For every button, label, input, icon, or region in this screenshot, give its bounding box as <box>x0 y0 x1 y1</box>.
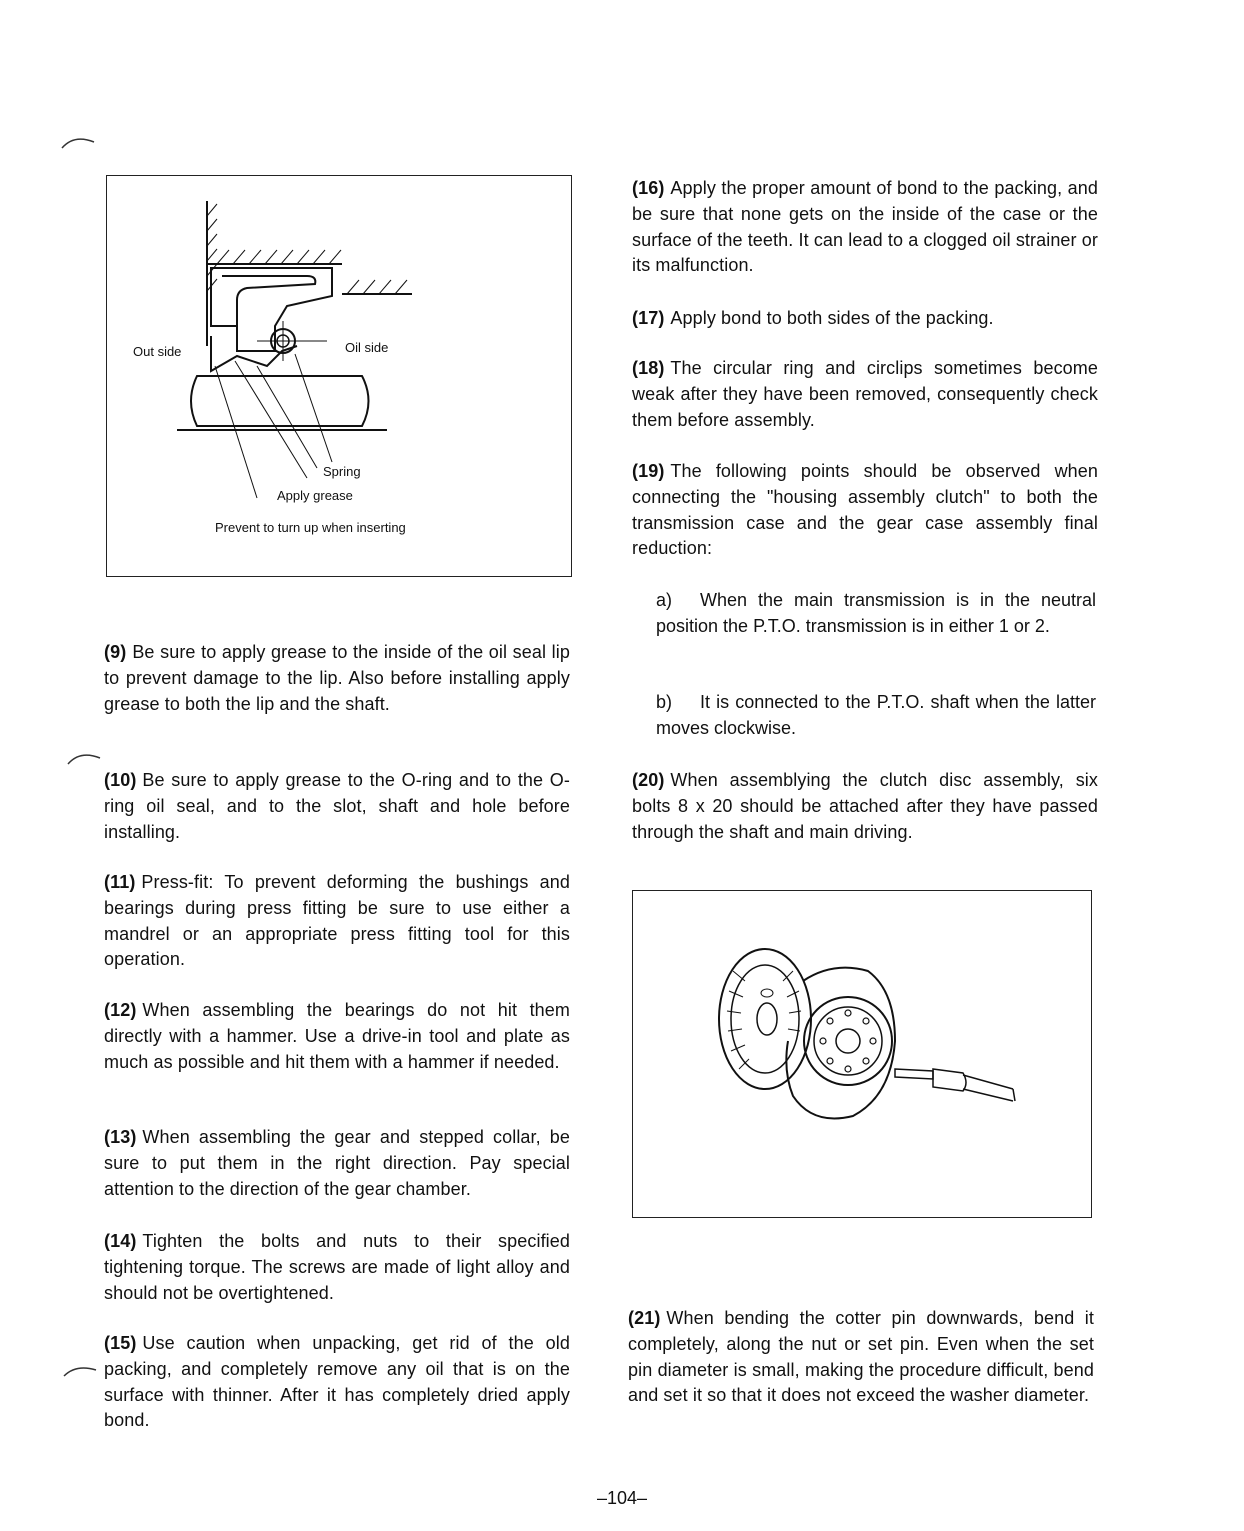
oil-seal-figure <box>106 175 572 577</box>
out-side-label: Out side <box>133 344 182 359</box>
apply-grease-label: Apply grease <box>277 488 353 503</box>
paragraph-15: (15) Use caution when unpacking, get rid of the old packing, and completely remove any oil that is on the surface with thinner. After it has completely dried apply bond. <box>104 1333 570 1431</box>
paragraph-12: (12) When assembling the bearings do not hit them directly with a hammer. Use a drive-in tool and plate as much as possible and hit them with a hammer if needed. <box>104 1000 570 1072</box>
paragraph-16: (16) Apply the proper amount of bond to the packing, and be sure that none gets on the inside of the case or the surface of the teeth. It can lead to a clogged oil strainer or its malfunction. <box>632 178 1098 276</box>
spring-label: Spring <box>323 464 361 479</box>
paragraph-9: (9) Be sure to apply grease to the inside of the oil seal lip to prevent damage to the lip. Also before installing apply grease to both the lip and the shaft. <box>104 642 570 714</box>
paragraph-17: (17) Apply bond to both sides of the packing. <box>632 308 994 328</box>
oil-side-label: Oil side <box>345 340 389 355</box>
paragraph-19: (19) The following points should be observed when connecting the "housing assembly clutch" to both the transmission case and the gear case assembly final reduction: <box>632 461 1098 559</box>
paragraph-18: (18) The circular ring and circlips sometimes become weak after they have been removed, consequently check them before assembly. <box>632 358 1098 430</box>
paragraph-20: (20) When assemblying the clutch disc assembly, six bolts 8 x 20 should be attached after they have passed through the shaft and main driving. <box>632 770 1098 842</box>
paragraph-10: (10) Be sure to apply grease to the O-ring and to the O-ring oil seal, and to the slot, shaft and hole before installing. <box>104 770 570 842</box>
prevent-label: Prevent to turn up when inserting <box>215 520 406 535</box>
scan-mark <box>60 132 100 152</box>
scan-mark <box>66 748 106 768</box>
paragraph-13: (13) When assembling the gear and stepped collar, be sure to put them in the right direction. Pay special attention to the direction of the gear chamber. <box>104 1127 570 1199</box>
clutch-diagram <box>633 891 1093 1219</box>
scan-mark <box>62 1362 102 1382</box>
sub-item-a: a) When the main transmission is in the neutral position the P.T.O. transmission is in either 1 or 2. <box>656 590 1096 636</box>
clutch-figure <box>632 890 1092 1218</box>
paragraph-11: (11) Press-fit: To prevent deforming the bushings and bearings during press fitting be sure to use either a mandrel or an appropriate press fitting tool for this operation. <box>104 872 570 970</box>
paragraph-21: (21) When bending the cotter pin downwards, bend it completely, along the nut or set pin. Even when the set pin diameter is small, making the procedure difficult, bend and set it so that it does not exceed the washer diameter. <box>628 1308 1094 1406</box>
sub-item-b: b) It is connected to the P.T.O. shaft when the latter moves clockwise. <box>656 692 1096 738</box>
paragraph-14: (14) Tighten the bolts and nuts to their specified tightening torque. The screws are made of light alloy and should not be overtightened. <box>104 1231 570 1303</box>
oil-seal-diagram <box>107 176 573 578</box>
page-number: –104– <box>596 1488 648 1508</box>
